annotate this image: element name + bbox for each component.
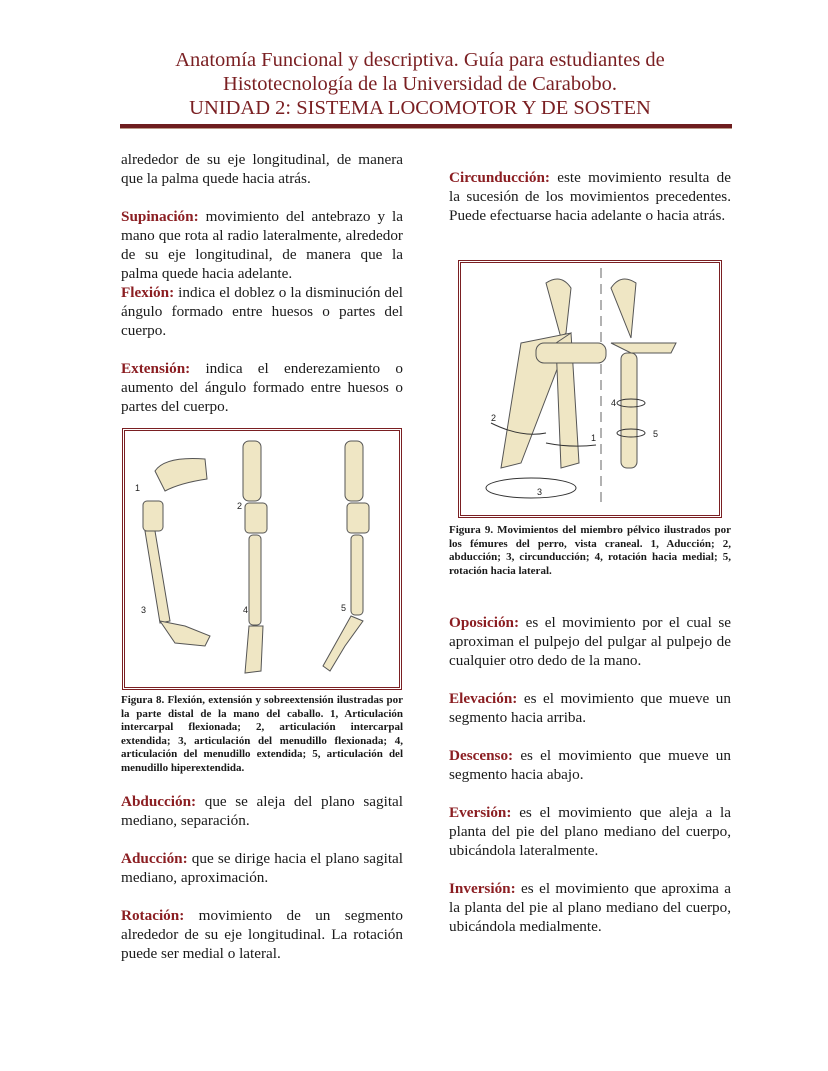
fig8-label-3: 3: [141, 605, 147, 615]
fig8-label-4: 4: [243, 605, 249, 615]
definition: indica el doblez o la disminución del ángulo formado entre huesos o partes del cuerpo.: [121, 284, 403, 339]
fig8-label-5: 5: [341, 603, 347, 613]
header-line-2: Histotecnología de la Universidad de Carabobo.: [223, 73, 617, 95]
term: Abducción:: [121, 793, 197, 810]
definition-rotacion: [121, 906, 403, 963]
term: Supinación:: [121, 208, 199, 225]
fig9-label-4: 4: [611, 398, 617, 408]
horse-limb-illustration: [125, 431, 399, 687]
definition: movimiento del antebrazo y la mano que rota al radio lateralmente, alrededor de su eje longitudinal, de manera que la palma quede hacia adelante.: [121, 208, 403, 282]
fig9-label-3: 3: [537, 487, 543, 497]
figure-8-caption: Figura 8. Flexión, extensión y sobreextensión ilustradas por la parte distal de la mano del caballo. 1, Articulación intercarpal flexionada; 2, articulación intercarpal extendida; 3, articulación del menudillo flexionada; 4, articulación del menudillo extendida; 5, articulación del menudillo hiperextendida.: [121, 694, 403, 774]
term: Flexión:: [121, 284, 175, 301]
definition: este movimiento resulta de la sucesión de los movimientos precedentes. Puede efectuarse hacia adelante o hacia atrás.: [449, 169, 731, 224]
definition: es el movimiento por el cual se aproximan el pulpejo del pulgar al pulpejo de cualquier otro dedo de la mano.: [449, 614, 731, 669]
definition: movimiento de un segmento alrededor de su eje longitudinal. La rotación puede ser medial o lateral.: [121, 907, 403, 962]
term: Rotación:: [121, 907, 185, 924]
term: Extensión:: [121, 360, 191, 377]
definition-descenso: [449, 746, 731, 784]
definition-extension: [121, 359, 403, 416]
dog-femur-illustration: [461, 263, 719, 515]
term: Oposición:: [449, 614, 520, 631]
definition: es el movimiento que mueve un segmento hacia abajo.: [449, 747, 731, 783]
term: Elevación:: [449, 690, 518, 707]
definition-eversion: [449, 803, 731, 860]
right-column-top: [449, 168, 731, 244]
definition-flexion: [121, 283, 403, 340]
fig9-label-2: 2: [491, 413, 497, 423]
left-column-top: [121, 150, 403, 435]
fig9-label-5: 5: [653, 429, 659, 439]
definition-aduccion: [121, 849, 403, 887]
term: Circunducción:: [449, 169, 550, 186]
term: Descenso:: [449, 747, 514, 764]
fig8-label-2: 2: [237, 501, 243, 511]
fig9-label-1: 1: [591, 433, 597, 443]
definition-abduccion: [121, 792, 403, 830]
term: Aducción:: [121, 850, 188, 867]
definition-inversion: [449, 879, 731, 936]
term: Inversión:: [449, 880, 516, 897]
header-divider: [120, 124, 732, 129]
definition-oposicion: [449, 613, 731, 670]
header-line-1: Anatomía Funcional y descriptiva. Guía para estudiantes de: [175, 49, 665, 71]
definition-supinacion: [121, 207, 403, 283]
fig8-label-1: 1: [135, 483, 141, 493]
figure-9-image: [458, 260, 722, 518]
figure-9-caption: Figura 9. Movimientos del miembro pélvico ilustrados por los fémures del perro, vista craneal. 1, Aducción; 2, abducción; 3, circunducción; 4, rotación hacia medial; 5, rotación hacia lateral.: [449, 524, 731, 577]
definition: que se aleja del plano sagital mediano, separación.: [121, 793, 403, 829]
right-column-bottom: [449, 613, 731, 955]
term: Eversión:: [449, 804, 512, 821]
definition: es el movimiento que aproxima a la planta del pie al plano mediano del cuerpo, ubicándola medialmente.: [449, 880, 731, 935]
definition-circunduccion: [449, 168, 731, 225]
definition-elevacion: [449, 689, 731, 727]
figure-8-image: [122, 428, 402, 690]
page-header: [110, 48, 730, 120]
left-column-bottom: [121, 792, 403, 982]
definition: que se dirige hacia el plano sagital mediano, aproximación.: [121, 850, 403, 886]
definition: es el movimiento que mueve un segmento hacia arriba.: [449, 690, 731, 726]
intro-paragraph: alrededor de su eje longitudinal, de manera que la palma quede hacia atrás.: [121, 151, 403, 187]
definition: indica el enderezamiento o aumento del ángulo formado entre huesos o partes del cuerpo.: [121, 360, 403, 415]
header-line-3: UNIDAD 2: SISTEMA LOCOMOTOR Y DE SOSTEN: [189, 97, 651, 119]
definition: es el movimiento que aleja a la planta del pie del plano mediano del cuerpo, ubicándola lateralmente.: [449, 804, 731, 859]
